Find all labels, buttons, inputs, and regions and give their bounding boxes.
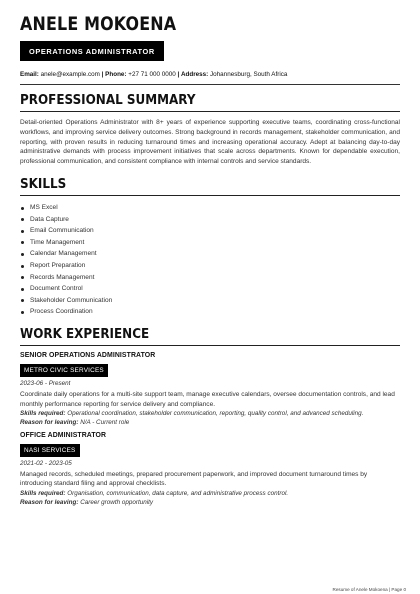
reason-value: N/A - Current role [80,418,130,426]
bullet-icon [21,299,24,302]
email-label: Email: [20,71,39,78]
list-item [20,260,400,272]
reason-label: Reason for leaving: [20,498,79,506]
contact-line [20,71,400,78]
phone-value[interactable]: +27 71 000 0000 [128,71,176,78]
skills-required-label: Skills required: [20,409,66,417]
candidate-name: ANELE MOKOENA [20,14,177,35]
job-entry [20,352,400,427]
phone-label: Phone: [105,71,127,78]
address-label: Address: [180,71,209,78]
job-dates: 2023-06 - Present [20,380,71,388]
bullet-icon [21,230,24,233]
email-value[interactable]: anele@example.com [40,71,100,78]
skill-label: Calendar Management [30,250,97,258]
skill-label: Records Management [30,273,95,281]
section-divider [20,195,400,196]
skills-required-value: Operational coordination, stakeholder communication, reporting, quality control, and advanced scheduling. [67,409,364,417]
job-dates: 2021-02 - 2023-05 [20,459,72,467]
skill-label: Data Capture [30,215,69,223]
list-item [20,306,400,318]
list-item [20,214,400,226]
bullet-icon [21,265,24,268]
header-divider [20,84,400,85]
bullet-icon [21,276,24,279]
skill-label: Process Coordination [30,308,93,316]
skills-heading: SKILLS [20,175,67,192]
job-description: Managed records, scheduled meetings, prepared procurement paperwork, and improved document turnaround times by introducing standard filing and approval checklists. [20,470,368,488]
reason-value: Career growth opportunity [80,498,153,506]
job-reason [20,418,400,427]
skill-label: Email Communication [30,227,94,235]
job-title: SENIOR OPERATIONS ADMINISTRATOR [20,352,156,360]
job-entry [20,432,400,507]
resume-header [20,14,400,85]
bullet-icon [21,241,24,244]
skill-label: Document Control [30,285,83,293]
bullet-icon [21,207,24,210]
job-skills [20,409,400,418]
list-item [20,248,400,260]
skills-required-value: Organisation, communication, data capture, and administrative process control. [67,489,289,497]
company-badge: METRO CIVIC SERVICES [20,364,108,377]
list-item [20,272,400,284]
skills-list [20,202,400,318]
list-item [20,295,400,307]
bullet-icon [21,288,24,291]
contact-separator: | [177,71,180,78]
job-description: Coordinate daily operations for a multi-site support team, manage executive calendars, oversee documentation controls, and lead monthly performance reporting for service delivery and compliance. [20,391,395,408]
job-title: OFFICE ADMINISTRATOR [20,431,107,439]
role-badge: OPERATIONS ADMINISTRATOR [20,41,164,61]
skill-label: Report Preparation [30,262,86,270]
skill-label: Time Management [30,238,85,246]
page-footer: Resume of Anele Mokoena | Page 0 [332,587,406,592]
reason-label: Reason for leaving: [20,418,79,426]
experience-heading: WORK EXPERIENCE [20,326,150,343]
summary-heading: PROFESSIONAL SUMMARY [20,92,196,108]
skills-section [20,176,400,318]
skill-label: Stakeholder Communication [30,296,113,304]
summary-text: Detail-oriented Operations Administrator with 8+ years of experience supporting executive teams, coordinating cross-functional workflows, and improving service delivery outcomes. Strong background in records management, stakeholder communication, and reporting, with proven results in reducing turnaround times and increasing operational accuracy. Adept at balancing day-to-day administrative demands with process improvement initiatives that scale across departments. Known for dependable execution, professional communication, and consistent compliance with internal controls and service standards. [20,119,400,166]
experience-section [20,326,400,506]
contact-separator: | [101,71,104,78]
list-item [20,225,400,237]
bullet-icon [21,218,24,221]
bullet-icon [21,311,24,314]
section-divider [20,111,400,112]
list-item [20,237,400,249]
section-divider [20,345,400,346]
company-badge: NASI SERVICES [20,444,80,457]
skills-required-label: Skills required: [20,489,66,497]
summary-section [20,92,400,167]
address-value: Johannesburg, South Africa [210,71,288,78]
job-skills [20,489,400,498]
list-item [20,283,400,295]
list-item [20,202,400,214]
job-reason [20,498,400,507]
skill-label: MS Excel [30,204,58,212]
bullet-icon [21,253,24,256]
